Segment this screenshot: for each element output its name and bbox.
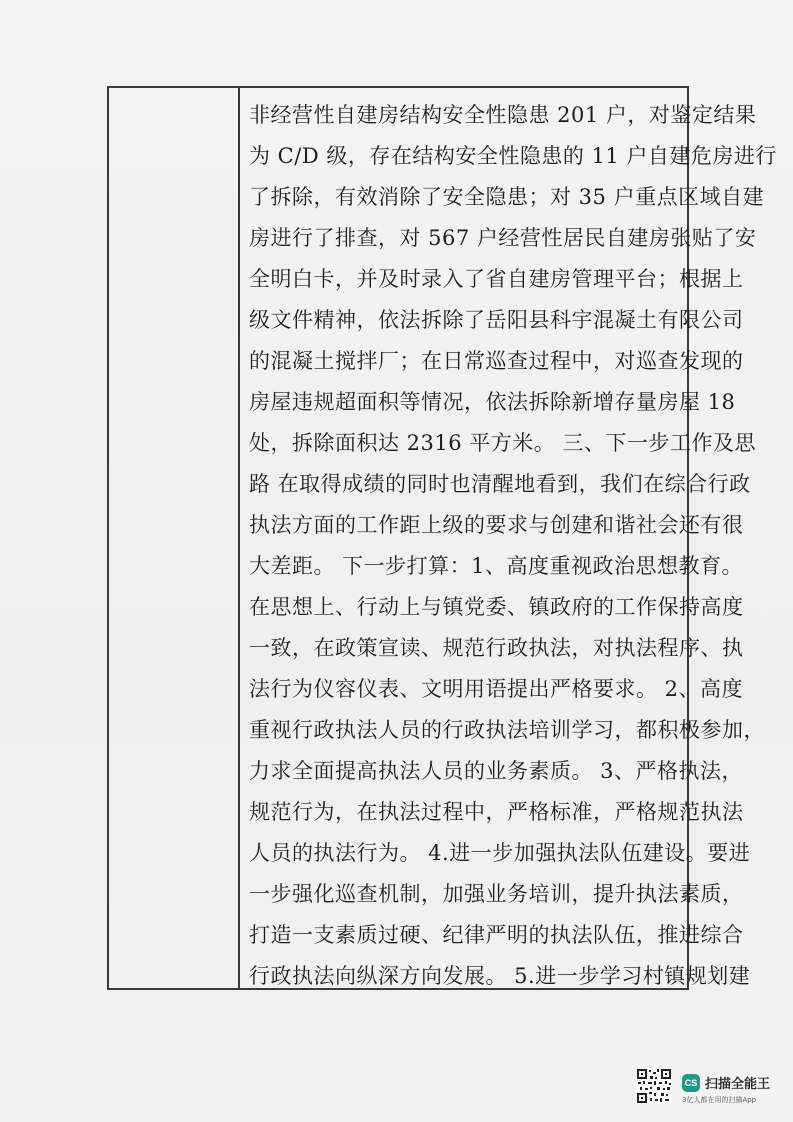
table-content-cell bbox=[240, 88, 777, 988]
text-line: 法行为仪容仪表、文明用语提出严格要求。 2、高度 bbox=[249, 677, 744, 701]
text-line: 在思想上、行动上与镇党委、镇政府的工作保持高度 bbox=[249, 595, 744, 619]
text-line: 了拆除，有效消除了安全隐患；对 35 户重点区域自建 bbox=[249, 185, 765, 209]
text-line: 全明白卡，并及时录入了省自建房管理平台；根据上 bbox=[249, 267, 744, 291]
text-line: 力求全面提高执法人员的业务素质。 3、严格执法， bbox=[249, 759, 744, 783]
text-line: 级文件精神，依法拆除了岳阳县科宇混凝土有限公司 bbox=[249, 308, 744, 332]
text-line: 一步强化巡查机制，加强业务培训，提升执法素质， bbox=[249, 882, 744, 906]
text-line: 规范行为，在执法过程中，严格标准，严格规范执法 bbox=[249, 800, 744, 824]
text-line: 执法方面的工作距上级的要求与创建和谐社会还有很 bbox=[249, 513, 744, 537]
table-label-cell bbox=[109, 88, 238, 988]
document-table bbox=[107, 86, 777, 990]
camscanner-logo-icon: CS bbox=[682, 1074, 700, 1092]
text-line: 的混凝土搅拌厂；在日常巡查过程中，对巡查发现的 bbox=[249, 349, 744, 373]
text-line: 房进行了排查，对 567 户经营性居民自建房张贴了安 bbox=[249, 226, 757, 250]
text-line: 重视行政执法人员的行政执法培训学习，都积极参加， bbox=[249, 718, 765, 742]
text-line: 为 C/D 级，存在结构安全性隐患的 11 户自建危房进行 bbox=[249, 144, 777, 168]
text-line: 打造一支素质过硬、纪律严明的执法队伍，推进综合 bbox=[249, 923, 744, 947]
text-line: 大差距。 下一步打算：1、高度重视政治思想教育。 bbox=[249, 554, 744, 578]
text-line: 人员的执法行为。 4.进一步加强执法队伍建设。要进 bbox=[249, 841, 751, 865]
scanner-watermark bbox=[636, 1068, 786, 1108]
text-line: 非经营性自建房结构安全性隐患 201 户，对鉴定结果 bbox=[249, 103, 757, 127]
watermark-brand: 扫描全能王 bbox=[705, 1077, 771, 1092]
text-line: 路 在取得成绩的同时也清醒地看到，我们在综合行政 bbox=[249, 472, 751, 496]
text-line: 行政执法向纵深方向发展。 5.进一步学习村镇规划建 bbox=[249, 964, 751, 988]
qr-code-icon bbox=[636, 1068, 672, 1104]
text-line: 房屋违规超面积等情况，依法拆除新增存量房屋 18 bbox=[249, 390, 736, 414]
text-line: 处，拆除面积达 2316 平方米。 三、下一步工作及思 bbox=[249, 431, 756, 455]
text-line: 一致，在政策宣读、规范行政执法，对执法程序、执 bbox=[249, 636, 744, 660]
watermark-tagline: 3亿人都在用的扫描App bbox=[682, 1096, 757, 1104]
